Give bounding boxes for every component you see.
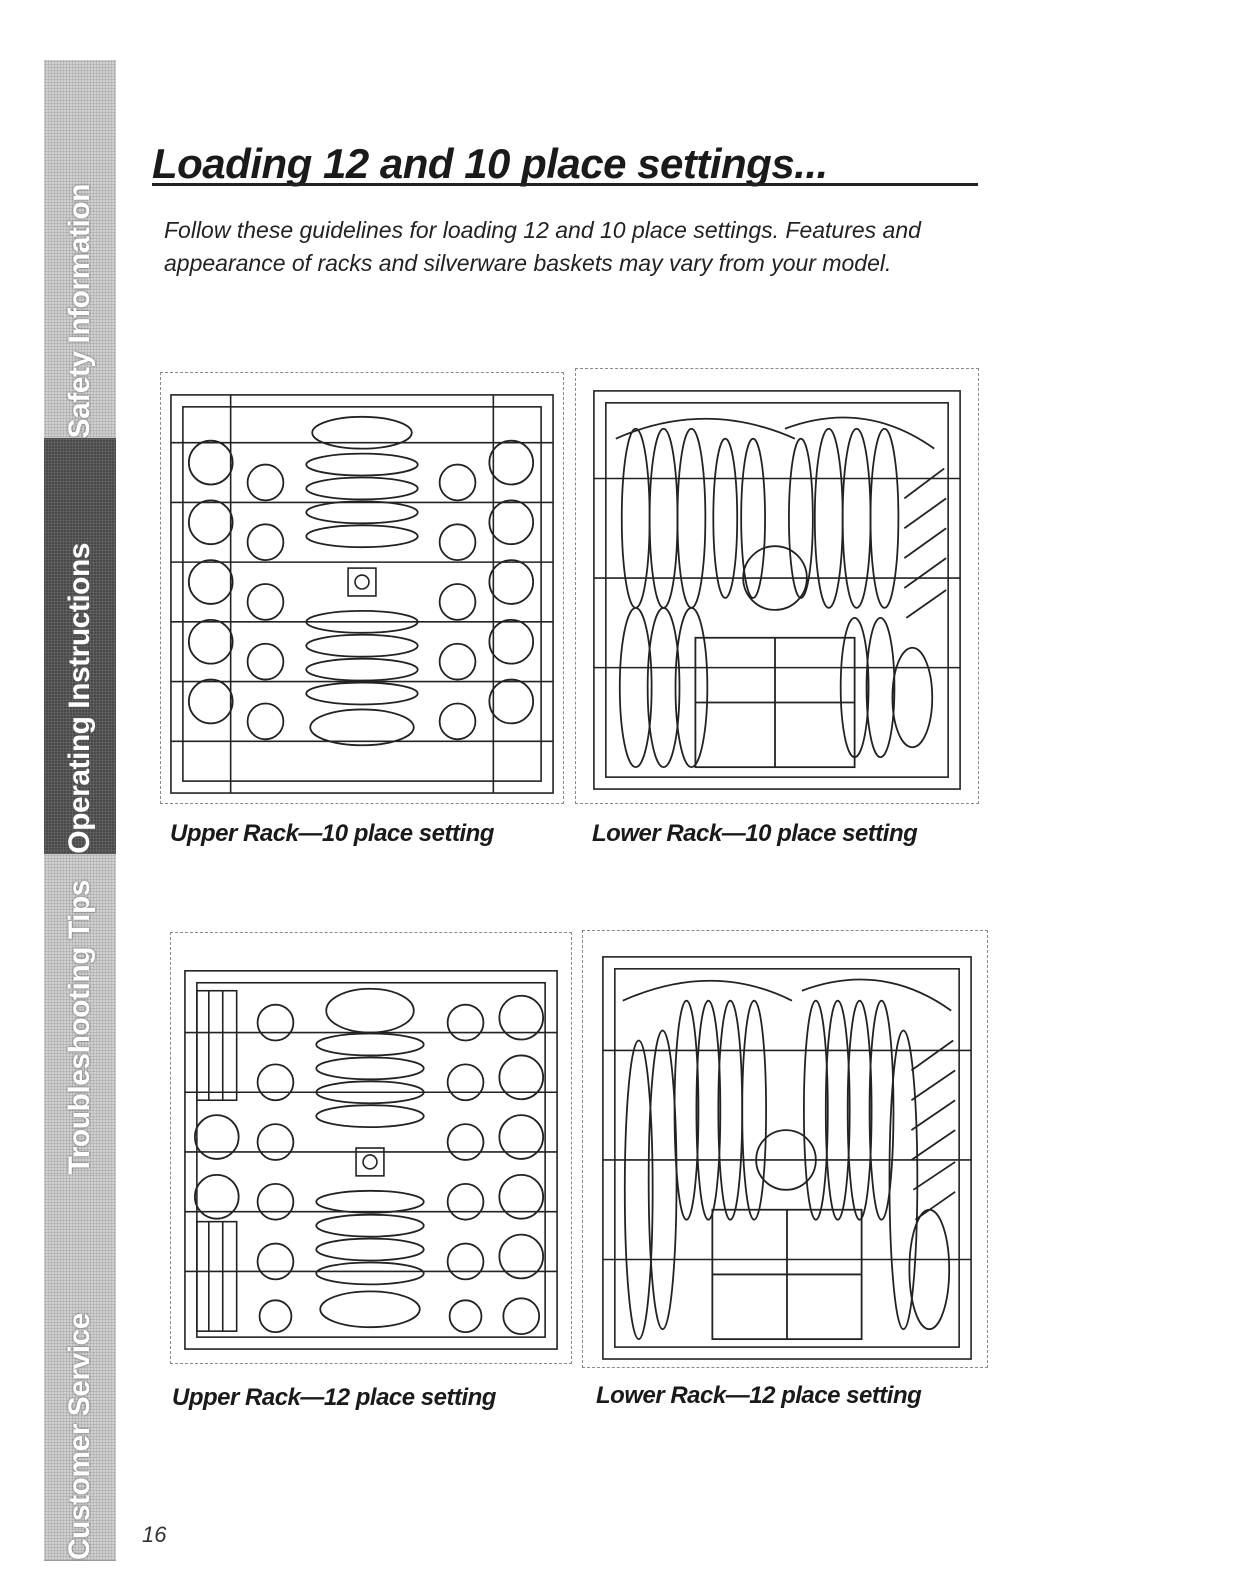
lower-rack-drawing — [576, 369, 978, 803]
upper-rack-10-illustration — [160, 372, 564, 804]
caption-upper-rack-12: Upper Rack—12 place setting — [172, 1384, 496, 1411]
section-tabs — [44, 60, 116, 1560]
tab-label: Safety Information — [63, 183, 96, 438]
upper-rack-12-illustration — [170, 932, 572, 1364]
tab-operating-instructions[interactable] — [44, 438, 116, 855]
caption-lower-rack-10: Lower Rack—10 place setting — [592, 820, 918, 847]
tab-safety-information[interactable] — [44, 60, 116, 439]
caption-upper-rack-10: Upper Rack—10 place setting — [170, 820, 494, 847]
caption-lower-rack-12: Lower Rack—12 place setting — [596, 1382, 922, 1409]
lower-rack-drawing — [583, 931, 987, 1367]
upper-rack-drawing — [161, 373, 563, 803]
tab-label: Troubleshooting Tips — [63, 879, 96, 1174]
tab-customer-service[interactable] — [44, 1174, 116, 1561]
lower-rack-12-illustration — [582, 930, 988, 1368]
tab-label: Customer Service — [63, 1312, 96, 1560]
lower-rack-10-illustration — [575, 368, 979, 804]
title-rule — [152, 183, 978, 186]
upper-rack-drawing — [171, 933, 571, 1363]
tab-label: Operating Instructions — [63, 543, 96, 854]
page-title: Loading 12 and 10 place settings... — [152, 140, 828, 187]
intro-paragraph: Follow these guidelines for loading 12 and 10 place settings. Features and appearance of racks and silverware baskets may vary from your model. — [164, 217, 921, 276]
tab-troubleshooting-tips[interactable] — [44, 854, 116, 1175]
page-number: 16 — [142, 1522, 167, 1547]
